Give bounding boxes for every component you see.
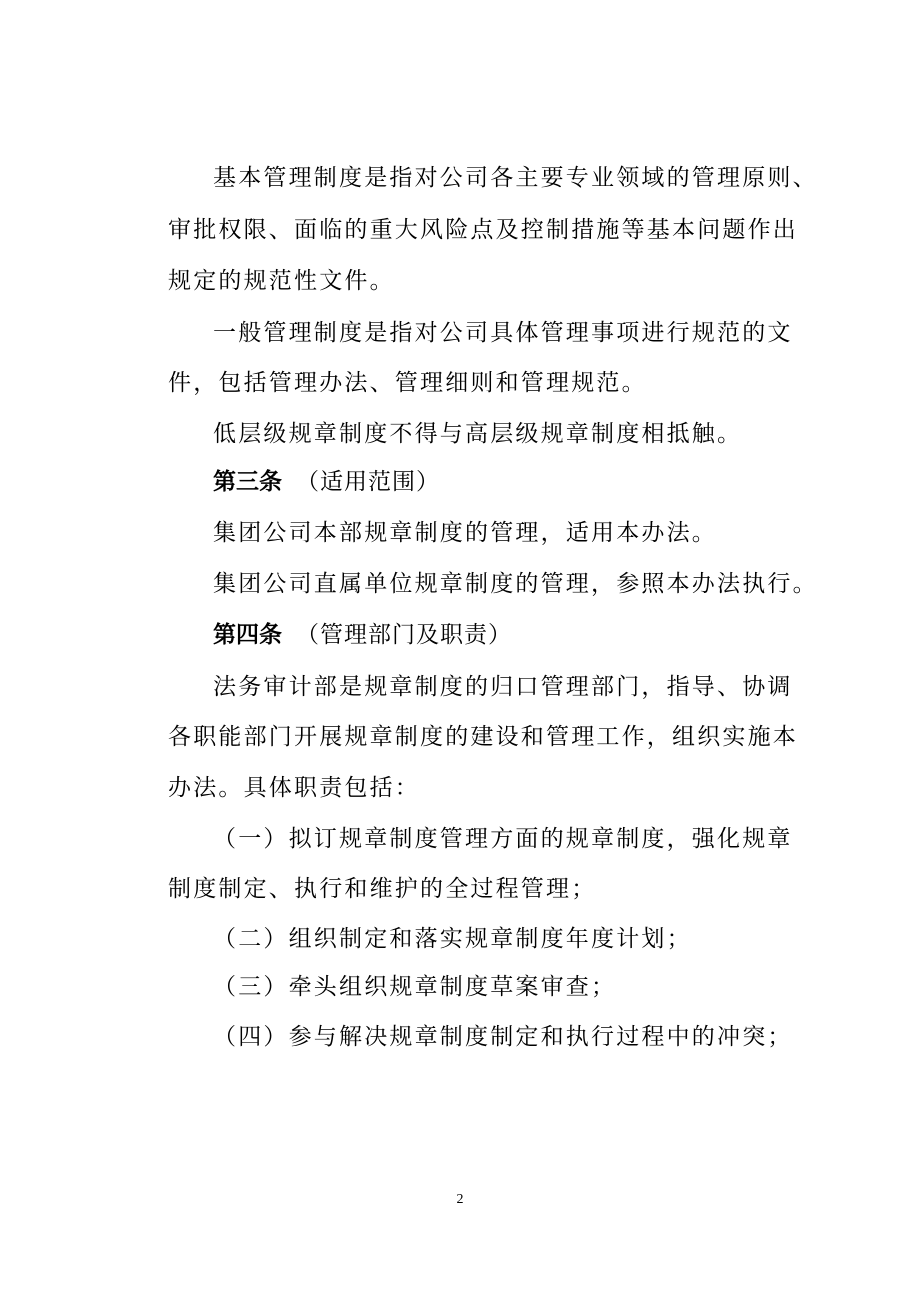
paragraph-line	[0, 672, 920, 702]
paragraph-text: 一般管理制度是指对公司具体管理事项进行规范的文	[213, 320, 793, 346]
list-item-text: （四）参与解决规章制度制定和执行过程中的冲突；	[213, 1024, 793, 1050]
article-heading-text	[213, 620, 512, 650]
paragraph-line	[0, 722, 920, 752]
list-item-text: （二）组织制定和落实规章制度年度计划；	[213, 926, 692, 952]
paragraph-line	[0, 518, 920, 548]
list-item-line	[0, 924, 920, 954]
paragraph-line	[0, 163, 920, 193]
paragraph-text: 件，包括管理办法、管理细则和管理规范。	[168, 370, 647, 396]
paragraph-text: 各职能部门开展规章制度的建设和管理工作，组织实施本	[168, 724, 798, 750]
page-number: 2	[456, 1192, 464, 1207]
article-heading	[0, 467, 920, 497]
paragraph-text: 低层级规章制度不得与高层级规章制度相抵触。	[213, 421, 743, 447]
paragraph-text: 集团公司本部规章制度的管理，适用本办法。	[213, 520, 717, 546]
article-title: （管理部门及职责）	[296, 622, 512, 648]
paragraph-text: 集团公司直属单位规章制度的管理，参照本办法执行。	[213, 571, 818, 597]
article-heading-text	[213, 467, 440, 497]
paragraph-line	[0, 569, 920, 599]
paragraph-line	[0, 318, 920, 348]
paragraph-text: 规定的规范性文件。	[168, 268, 395, 294]
article-number: 第三条	[213, 469, 282, 495]
list-item-line	[0, 874, 920, 904]
article-title: （适用范围）	[296, 469, 440, 495]
article-heading	[0, 620, 920, 650]
list-item-text: （一）拟订规章制度管理方面的规章制度，强化规章	[213, 826, 793, 852]
list-item-text: 制度制定、执行和维护的全过程管理；	[168, 876, 597, 902]
paragraph-line	[0, 419, 920, 449]
list-item-line	[0, 972, 920, 1002]
paragraph-text: 办法。具体职责包括：	[168, 775, 420, 801]
article-number: 第四条	[213, 622, 282, 648]
list-item-line	[0, 824, 920, 854]
paragraph-line	[0, 266, 920, 296]
paragraph-text: 法务审计部是规章制度的归口管理部门，指导、协调	[213, 674, 793, 700]
list-item-text: （三）牵头组织规章制度草案审查；	[213, 974, 617, 1000]
paragraph-line	[0, 773, 920, 803]
paragraph-text: 审批权限、面临的重大风险点及控制措施等基本问题作出	[168, 217, 798, 243]
paragraph-line	[0, 215, 920, 245]
paragraph-line	[0, 368, 920, 398]
list-item-line	[0, 1022, 920, 1052]
paragraph-text: 基本管理制度是指对公司各主要专业领域的管理原则、	[213, 165, 818, 191]
